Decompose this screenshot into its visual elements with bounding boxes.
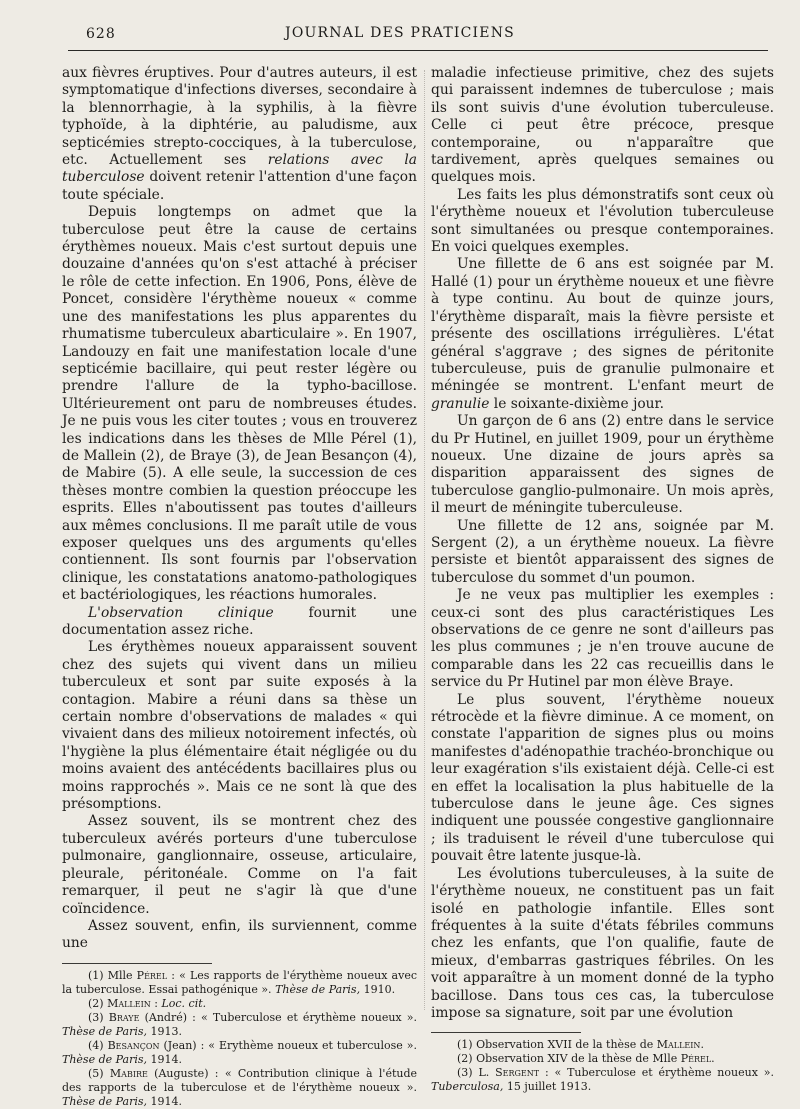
paragraph: Une fillette de 12 ans, soignée par M. Sergent (2), a un érythème noueux. La fièvre persiste et bientôt apparaissent des signes de tuberculose du sommet d'un poumon. — [431, 517, 774, 586]
paragraph: Un garçon de 6 ans (2) entre dans le service du Pr Hutinel, en juillet 1909, pour un érythème noueux. Une dizaine de jours après sa disparition apparaissent des signes de tuberculose ganglio-pulmonaire. Un mois après, il meurt de méningite tuberculeuse. — [431, 413, 774, 517]
footnote: (1) Mlle Pérel : « Les rapports de l'érythème noueux avec la tuberculose. Essai pathogénique ». Thèse de Paris, 1910. — [62, 968, 417, 996]
footnote: (3) L. Sergent : « Tuberculose et érythème noueux ». Tuberculosa, 15 juillet 1913. — [431, 1066, 774, 1094]
paragraph: Les faits les plus démonstratifs sont ceux où l'érythème noueux et l'évolution tuberculeuse sont simultanées ou presque contemporaines. En voici quelques exemples. — [431, 186, 774, 256]
paragraph: aux fièvres éruptives. Pour d'autres auteurs, il est symptomatique d'infections diverses, secondaire à la blennorrhagie, à la syphilis, à la fièvre typhoïde, à la diphtérie, au paludisme, aux septicémies strepto-cocciques, à la tuberculose, etc. Actuellement ses relations avec la tuberculose doivent retenir l'attention d'une façon toute spéciale. — [62, 65, 417, 203]
paragraph: L'observation clinique fournit une documentation assez riche. — [62, 604, 417, 638]
footnote: (4) Besançon (Jean) : « Erythème noueux et tuberculose ». Thèse de Paris, 1914. — [62, 1038, 417, 1066]
footnotes — [431, 1038, 774, 1094]
footnote: (3) Braye (André) : « Tuberculose et érythème noueux ». Thèse de Paris, 1913. — [62, 1010, 417, 1038]
paragraph: Les évolutions tuberculeuses, à la suite de l'érythème noueux, ne constituent pas un fait isolé en pathologie infantile. Elles sont fréquentes à la suite d'états fébriles communs chez les enfants, que l'on qualifie, faute de mieux, d'embarras gastriques fébriles. On les voit apparaître à un moment donné de la typho bacillose. Dans tous ces cas, la tuberculose impose sa signature, soit par une évolution — [431, 865, 774, 1021]
paragraph: Une fillette de 6 ans est soignée par M. Hallé (1) pour un érythème noueux et une fièvre à type continu. Au bout de quinze jours, l'érythème disparaît, mais la fièvre persiste et présente des oscillations irrégulières. L'état général s'aggrave ; des signes de péritonite tuberculeuse, puis de granulie pulmonaire et méningée se montrent. L'enfant meurt de granulie le soixante-dixième jour. — [431, 256, 774, 412]
page-header — [0, 22, 800, 52]
paragraph: Le plus souvent, l'érythème noueux rétrocède et la fièvre diminue. A ce moment, on constate l'apparition de signes plus ou moins manifestes d'adénopathie trachéo-bronchique ou leur exagération s'ils existaient déjà. Celle-ci est en effet la localisation la plus habituelle de la tuberculose dans le jeune âge. Ces signes indiquent une poussée congestive ganglionnaire ; ils traduisent le réveil d'une tuberculose qui pouvait être latente jusque-là. — [431, 691, 774, 865]
paragraph: Les érythèmes noueux apparaissent souvent chez des sujets qui vivent dans un milieu tuberculeux et sont par suite exposés à la contagion. Mabire a réuni dans sa thèse un certain nombre d'observations de malades « qui vivaient dans des milieux notoirement infectés, où l'hygiène la plus élémentaire était négligée ou du moins avaient des antécédents bacillaires plus ou moins rapprochés ». Mais ce ne sont là que des présomptions. — [62, 639, 417, 813]
paragraph: Assez souvent, enfin, ils surviennent, comme une — [62, 917, 417, 952]
header-rule — [68, 50, 768, 51]
paragraph: maladie infectieuse primitive, chez des sujets qui paraissent indemnes de tuberculose ; mais ils sont suivis d'une évolution tuberculeuse. Celle ci peut être précoce, presque contemporaine, ou n'apparaître que tardivement, après quelques semaines ou quelques mois. — [431, 65, 774, 186]
paragraph: Je ne veux pas multiplier les exemples : ceux-ci sont des plus caractéristiques Les observations de ce genre ne sont d'ailleurs pas les plus communes ; je n'en trouve aucune de comparable dans les 22 cas recueillis dans le service du Pr Hutinel par mon élève Braye. — [431, 587, 774, 691]
column-divider — [424, 70, 425, 1010]
footnote: (2) Mallein : Loc. cit. — [88, 996, 207, 1010]
footnote-rule — [62, 963, 212, 964]
footnote: (1) Observation XVII de la thèse de Mallein. — [457, 1038, 704, 1052]
paragraph: Assez souvent, ils se montrent chez des tuberculeux avérés porteurs d'une tuberculose pulmonaire, ganglionnaire, osseuse, articulaire, pleurale, péritonéale. Comme on l'a fait remarquer, il peut ne s'agir là que d'une coïncidence. — [62, 813, 417, 917]
footnotes — [62, 969, 417, 1109]
footnote-rule — [431, 1032, 581, 1033]
footnote: (5) Mabire (Auguste) : « Contribution clinique à l'étude des rapports de la tuberculose et de l'érythème noueux ». Thèse de Paris, 1914. — [62, 1066, 418, 1108]
footnote: (2) Observation XIV de la thèse de Mlle Pérel. — [457, 1052, 715, 1066]
page-number: 628 — [86, 26, 116, 42]
right-column — [431, 65, 774, 1094]
paragraph: Depuis longtemps on admet que la tuberculose peut être la cause de certains érythèmes noueux. Mais c'est surtout depuis une douzaine d'années qu'on s'est attaché à préciser le rôle de cette infection. En 1906, Pons, élève de Poncet, considère l'érythème noueux « comme une des manifestations les plus apparentes du rhumatisme tuberculeux abarticulaire ». En 1907, Landouzy en fait une manifestation locale d'une septicémie bacillaire, qui peut rester légère ou prendre l'allure de la typho-bacillose. Ultérieurement ont paru de nombreuses études. Je ne puis vous les citer toutes ; vous en trouverez les indications dans les thèses de Mlle Pérel (1), de Mallein (2), de Braye (3), de Jean Besançon (4), de Mabire (5). A elle seule, la succession de ces thèses montre combien la question préoccupe les esprits. Elles n'aboutissent pas toutes d'ailleurs aux mêmes conclusions. Il me paraît utile de vous exposer quelques uns des arguments qu'elles contiennent. Ils sont fournis par l'observation clinique, les constatations anatomo-pathologiques et bactériologiques, les réactions humorales. — [62, 204, 417, 604]
left-column — [62, 65, 417, 1109]
running-title: JOURNAL DES PRATICIENS — [285, 25, 515, 41]
